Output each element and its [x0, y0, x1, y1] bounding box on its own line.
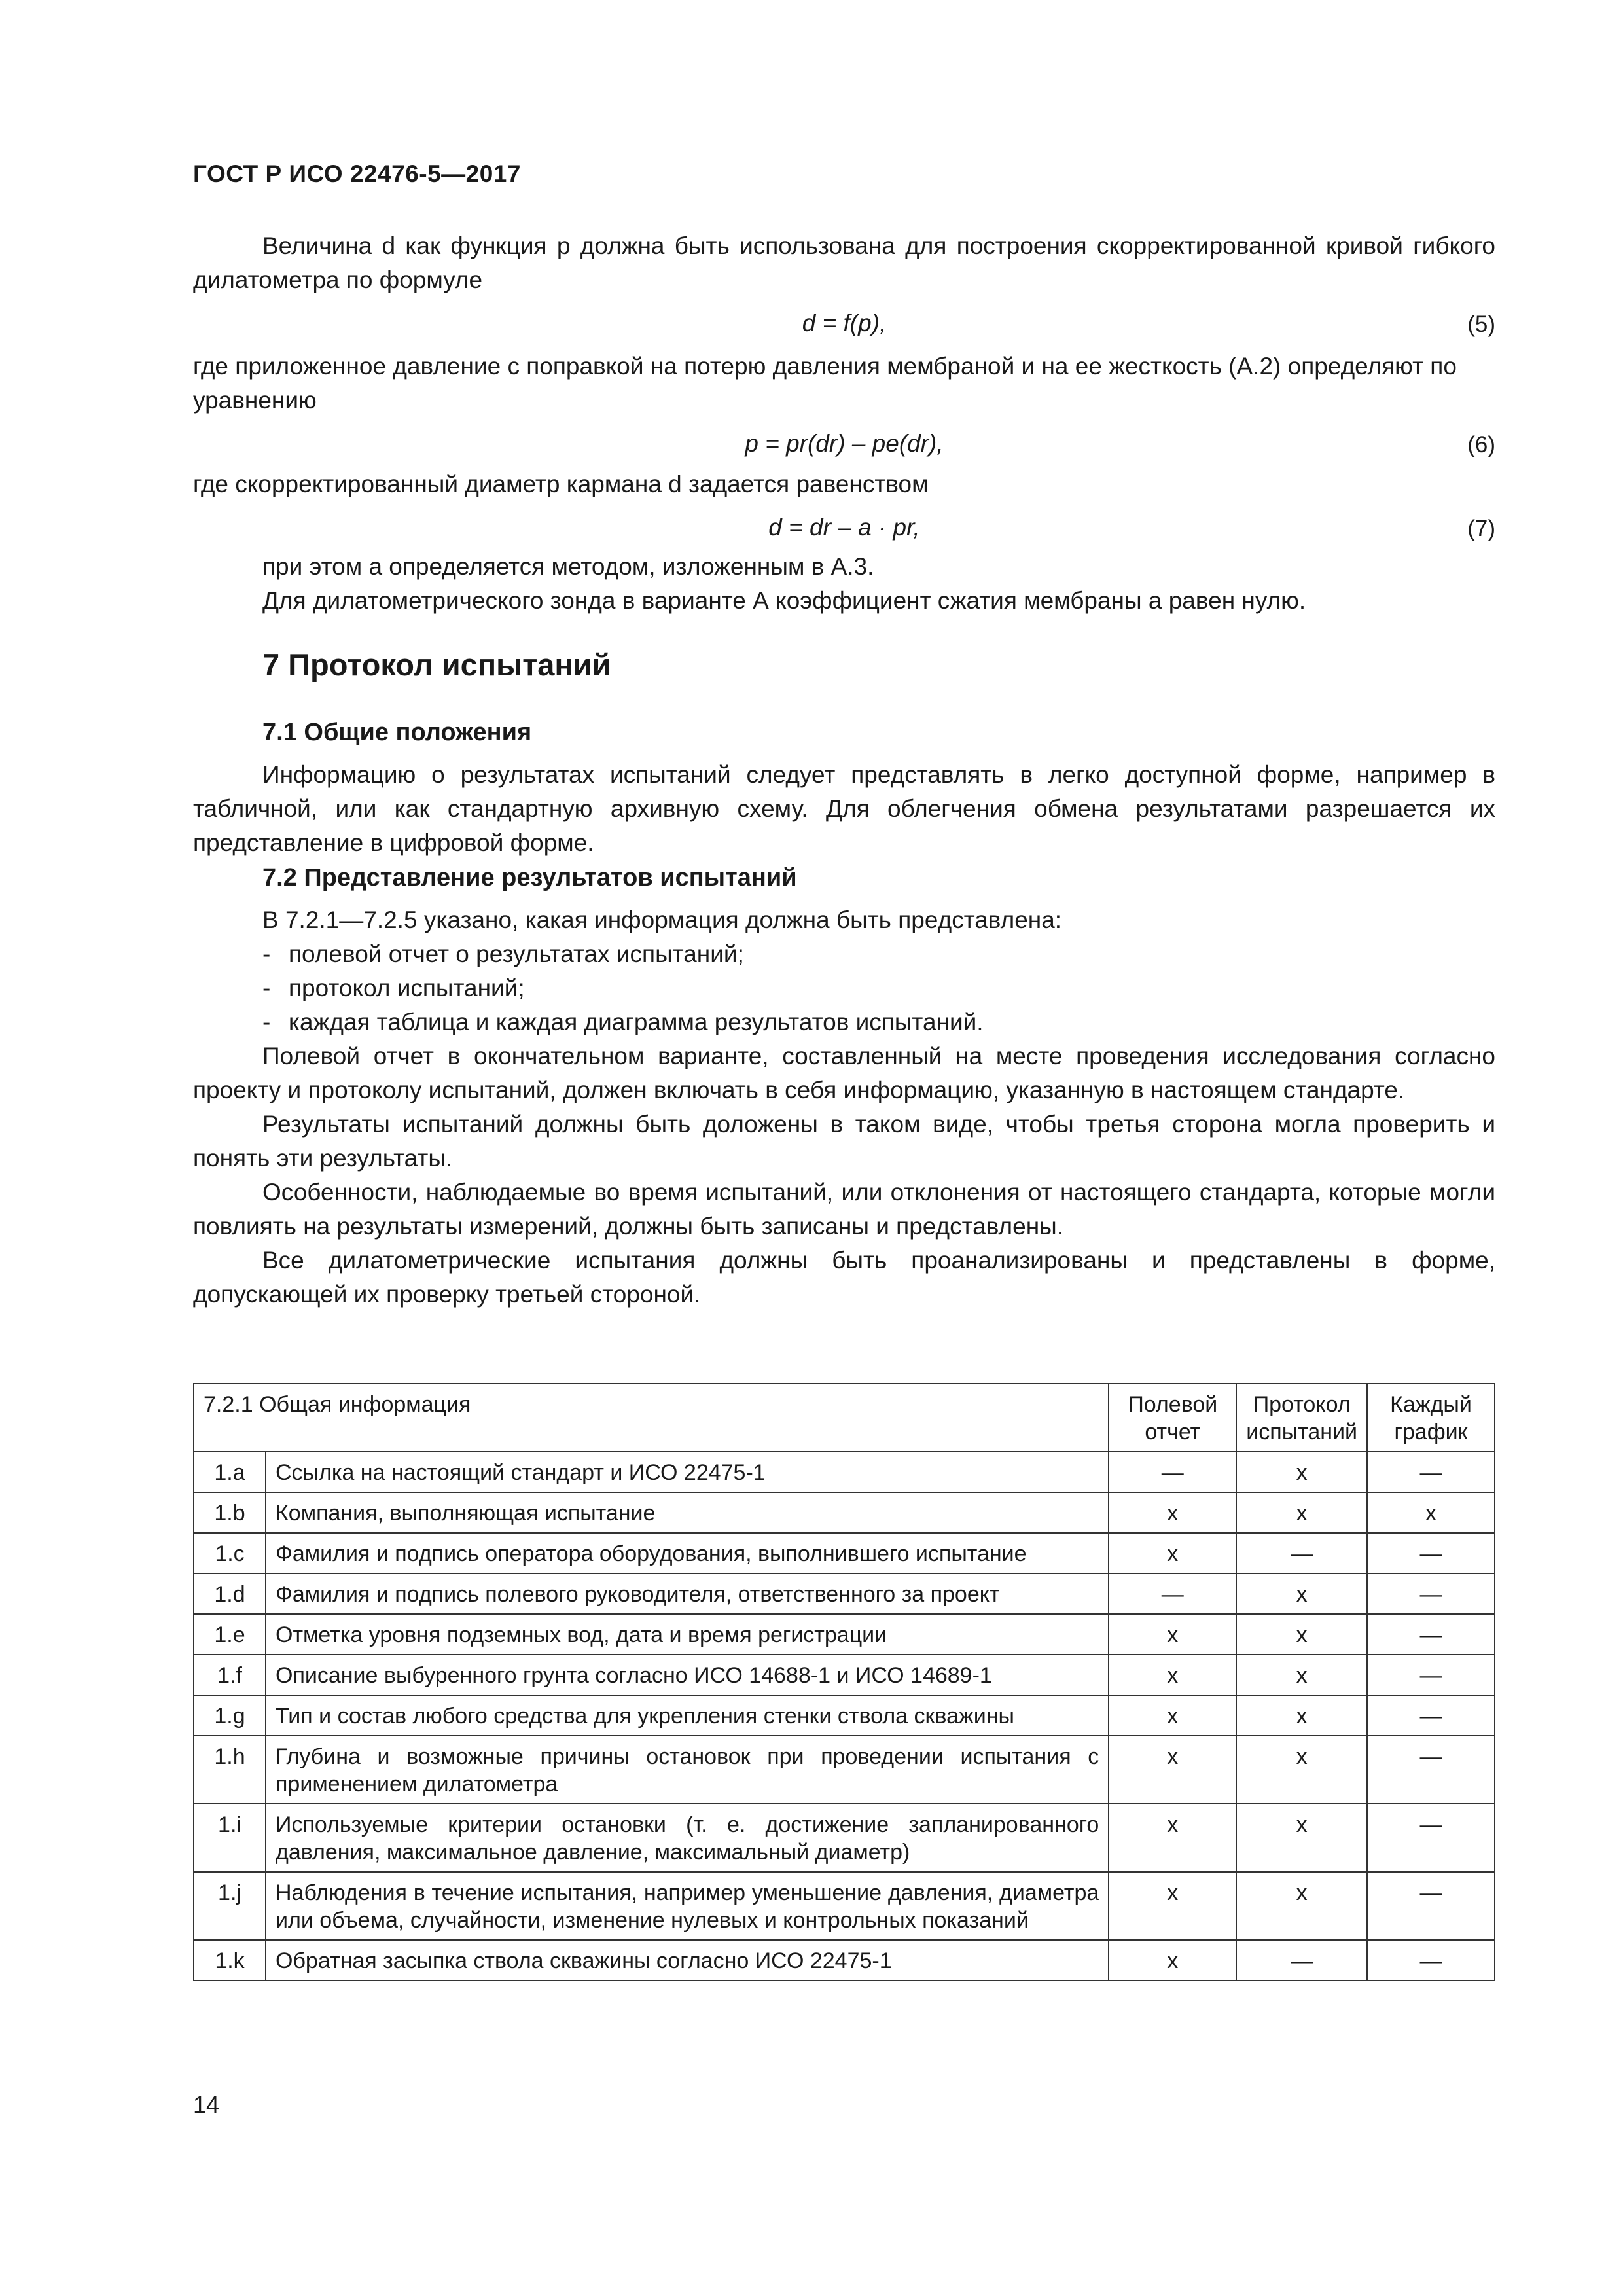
row-description: Описание выбуренного грунта согласно ИСО 14688-1 и ИСО 14689-1: [266, 1655, 1109, 1695]
section-7-2-p4: Все дилатометрические испытания должны быть проанализированы и представлены в форме, допускающей их проверку третьей стороной.: [193, 1247, 1495, 1308]
table-header-field-report: Полевой отчет: [1109, 1384, 1236, 1452]
row-mark-field-report: x: [1109, 1533, 1236, 1573]
text-after-7-line1: при этом a определяется методом, изложенным в А.3.: [262, 553, 874, 580]
section-7-2-p1: Полевой отчет в окончательном варианте, составленный на месте проведения исследования согласно проекту и протоколу испытаний, должен включать в себя информацию, указанную в настоящем стандарте.: [193, 1043, 1495, 1103]
formula-7-number: (7): [1467, 516, 1495, 541]
row-mark-field-report: x: [1109, 1736, 1236, 1804]
row-mark-field-report: —: [1109, 1573, 1236, 1614]
row-mark-protocol: x: [1236, 1573, 1367, 1614]
row-description: Компания, выполняющая испытание: [266, 1492, 1109, 1533]
row-id: 1.e: [194, 1614, 266, 1655]
page-number: 14: [193, 2091, 220, 2118]
text-after-7-line2: Для дилатометрического зонда в варианте А коэффициент сжатия мембраны a равен нулю.: [262, 587, 1306, 614]
table-row: [194, 1940, 1495, 1981]
row-id: 1.b: [194, 1492, 266, 1533]
row-mark-protocol: x: [1236, 1736, 1367, 1804]
row-mark-protocol: x: [1236, 1452, 1367, 1492]
row-description: Отметка уровня подземных вод, дата и время регистрации: [266, 1614, 1109, 1655]
row-description: Наблюдения в течение испытания, например уменьшение давления, диаметра или объема, случайности, изменение нулевых и контрольных показаний: [266, 1872, 1109, 1940]
row-mark-field-report: x: [1109, 1804, 1236, 1872]
row-id: 1.d: [194, 1573, 266, 1614]
table-header-general: 7.2.1 Общая информация: [194, 1384, 1109, 1452]
section-7-1-title: 7.1 Общие положения: [262, 719, 532, 746]
row-description: Обратная засыпка ствола скважины согласно ИСО 22475-1: [266, 1940, 1109, 1981]
row-id: 1.j: [194, 1872, 266, 1940]
table-row: [194, 1655, 1495, 1695]
row-mark-each-graph: —: [1367, 1872, 1495, 1940]
section-7-1-text: Информацию о результатах испытаний следует представлять в легко доступной форме, например в табличной, или как стандартную архивную схему. Для облегчения обмена результатами разрешается их представление в цифровой форме.: [193, 761, 1495, 856]
row-mark-each-graph: x: [1367, 1492, 1495, 1533]
formula-5-expr: d = f(p),: [802, 310, 887, 336]
table-header-each-graph: Каждый график: [1367, 1384, 1495, 1452]
row-description: Фамилия и подпись полевого руководителя, ответственного за проект: [266, 1573, 1109, 1614]
intro-text: Величина d как функция p должна быть использована для построения скорректированной кривой гибкого дилатометра по формуле: [193, 232, 1495, 293]
table-row: [194, 1573, 1495, 1614]
table-row: [194, 1492, 1495, 1533]
row-mark-field-report: x: [1109, 1872, 1236, 1940]
section-7-2-body: [193, 903, 1495, 1312]
row-mark-field-report: x: [1109, 1695, 1236, 1736]
list-item: - протокол испытаний;: [262, 975, 525, 1001]
table-row: [194, 1614, 1495, 1655]
row-description: Используемые критерии остановки (т. е. достижение запланированного давления, максимальное давление, максимальный диаметр): [266, 1804, 1109, 1872]
row-id: 1.g: [194, 1695, 266, 1736]
intro-paragraph: [193, 229, 1495, 297]
table-row: [194, 1533, 1495, 1573]
row-description: Тип и состав любого средства для укрепления стенки ствола скважины: [266, 1695, 1109, 1736]
row-mark-protocol: x: [1236, 1695, 1367, 1736]
list-item: - полевой отчет о результатах испытаний;: [262, 941, 744, 967]
row-mark-each-graph: —: [1367, 1452, 1495, 1492]
row-mark-field-report: —: [1109, 1452, 1236, 1492]
row-mark-protocol: x: [1236, 1804, 1367, 1872]
row-mark-each-graph: —: [1367, 1940, 1495, 1981]
table-row: [194, 1452, 1495, 1492]
row-mark-protocol: x: [1236, 1872, 1367, 1940]
row-mark-each-graph: —: [1367, 1573, 1495, 1614]
section-7-2-p2: Результаты испытаний должны быть доложены в таком виде, чтобы третья сторона могла проверить и понять эти результаты.: [193, 1111, 1495, 1172]
section-7-1-body: [193, 758, 1495, 860]
table-row: [194, 1736, 1495, 1804]
table-header-protocol: Протокол испытаний: [1236, 1384, 1367, 1452]
row-description: Фамилия и подпись оператора оборудования, выполнившего испытание: [266, 1533, 1109, 1573]
after-formula-5: [193, 350, 1495, 418]
table-header-row: [194, 1384, 1495, 1452]
section-7-2-list: [193, 937, 1495, 1039]
row-mark-field-report: x: [1109, 1655, 1236, 1695]
section-7-2-intro: В 7.2.1—7.2.5 указано, какая информация должна быть представлена:: [262, 906, 1062, 933]
row-id: 1.c: [194, 1533, 266, 1573]
text-after-6: где скорректированный диаметр кармана d задается равенством: [193, 471, 929, 497]
row-mark-protocol: —: [1236, 1533, 1367, 1573]
list-item: - каждая таблица и каждая диаграмма результатов испытаний.: [262, 1009, 984, 1035]
text-after-5: где приложенное давление с поправкой на потерю давления мембраной и на ее жесткость (А.2) определяют по уравнению: [193, 353, 1457, 414]
row-id: 1.h: [194, 1736, 266, 1804]
row-id: 1.k: [194, 1940, 266, 1981]
section-7-title: 7 Протокол испытаний: [262, 647, 611, 682]
row-mark-each-graph: —: [1367, 1695, 1495, 1736]
formula-5: [193, 306, 1495, 340]
row-mark-field-report: x: [1109, 1492, 1236, 1533]
after-formula-7: [193, 550, 1495, 618]
row-id: 1.a: [194, 1452, 266, 1492]
row-mark-each-graph: —: [1367, 1533, 1495, 1573]
row-mark-field-report: x: [1109, 1614, 1236, 1655]
row-mark-each-graph: —: [1367, 1655, 1495, 1695]
table-row: [194, 1804, 1495, 1872]
table-row: [194, 1695, 1495, 1736]
row-id: 1.f: [194, 1655, 266, 1695]
row-mark-each-graph: —: [1367, 1736, 1495, 1804]
row-mark-each-graph: —: [1367, 1614, 1495, 1655]
document-header: ГОСТ Р ИСО 22476-5—2017: [193, 160, 521, 187]
section-7-2-p3: Особенности, наблюдаемые во время испытаний, или отклонения от настоящего стандарта, которые могли повлиять на результаты измерений, должны быть записаны и представлены.: [193, 1179, 1495, 1240]
row-mark-protocol: x: [1236, 1492, 1367, 1533]
general-info-table: [193, 1383, 1495, 1981]
formula-6-expr: p = pr(dr) – pe(dr),: [745, 430, 944, 457]
formula-6: [193, 427, 1495, 461]
row-id: 1.i: [194, 1804, 266, 1872]
row-mark-protocol: x: [1236, 1655, 1367, 1695]
row-description: Глубина и возможные причины остановок при проведении испытания с применением дилатометра: [266, 1736, 1109, 1804]
after-formula-6: [193, 467, 1495, 501]
formula-7-expr: d = dr – a · pr,: [768, 514, 920, 541]
row-description: Ссылка на настоящий стандарт и ИСО 22475-1: [266, 1452, 1109, 1492]
row-mark-protocol: x: [1236, 1614, 1367, 1655]
row-mark-each-graph: —: [1367, 1804, 1495, 1872]
formula-6-number: (6): [1467, 432, 1495, 457]
table-row: [194, 1872, 1495, 1940]
row-mark-field-report: x: [1109, 1940, 1236, 1981]
row-mark-protocol: —: [1236, 1940, 1367, 1981]
formula-7: [193, 511, 1495, 545]
section-7-2-title: 7.2 Представление результатов испытаний: [262, 864, 797, 891]
formula-5-number: (5): [1467, 312, 1495, 337]
